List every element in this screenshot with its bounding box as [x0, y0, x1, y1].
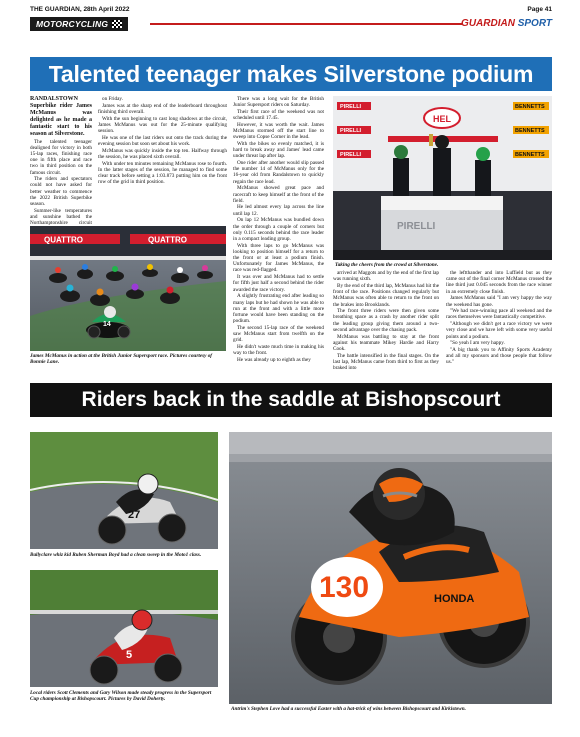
race-photo [30, 226, 226, 351]
section-rule [150, 23, 462, 25]
guardian-sport-logo: GUARDIAN SPORT [461, 18, 552, 29]
story2-headline: Riders back in the saddle at Bishopscourt [81, 388, 501, 411]
story1-column-5: the leftthander and into Luffield but as they came out of the final corner McManus crossed the line third just 0.045 seconds from the race winner in an extremely close finish. James McManus said "I am very happy the way the weekend has gone. "We had race-winning pace all weekend and the races themselves were fantastically competitive. "Although we didn't get a race victory we were very close and we have left with some very useful points and a podium. "So yeah I am very happy. "A big thank you to Affinity Sports Academy and all my sponsors and those people that follow us." [446, 270, 552, 366]
love-photo-caption: Antrim's Stephen Love had a successful Easter with a hat-trick of wins between Bishopscourt and Kirkistown. [231, 706, 466, 712]
pirelli-board-3: PIRELLI [340, 152, 362, 158]
story1-column-1: RANDALSTOWN Superbike rider James McManus was delighted as he made a fantastic start to his season at Silverstone. The talented teenager dealigned for victory in both 15-lap races, finishing race one in fifth place and race two in third position on the famous circuit. The riders and spectators could not have asked for better weather to commence the 2022 British Superbike season. Summer-like temperatures and sunshine bathed the Northamptonshire circuit [30, 96, 92, 226]
section-name: MOTORCYCLING [36, 19, 109, 29]
pirelli-board-2: PIRELLI [340, 128, 362, 134]
quattro-banner-text-2: QUATTRO [148, 235, 187, 245]
podium-board-pirelli: PIRELLI [397, 221, 436, 232]
section-badge [30, 17, 128, 31]
clements-photo-caption: Local riders Scott Clements and Gary Wilson made steady progress in the Supersport Cup championship at Bishopscourt. Pictures by David Doherty. [30, 690, 212, 703]
bennetts-board-1: BENNETTS [515, 104, 545, 110]
chequered-flag-icon [112, 20, 122, 28]
story1-headline-banner [30, 57, 552, 91]
race-photo-caption: James McManus in action at the British Junior Supersport race. Pictures courtesy of Bonnie Lane. [30, 353, 213, 366]
bike-number-14: 14 [103, 321, 111, 328]
race-photo-graphic [30, 226, 226, 351]
love-photo-graphic [229, 432, 552, 704]
podium-photo-caption: Taking the cheers from the crowd at Silverstone. [335, 262, 439, 268]
pirelli-board-1: PIRELLI [340, 104, 362, 110]
story1-column-4: arrived at Maggots and by the end of the first lap was running sixth. By the end of the third lap, McManus had hit the front of the race. Positions changed regularly but McManus was often able to return to the front on the brakes into Brooklands. The front three riders were then given some breathing space as a crash by another rider split the leading group giving them around a two-second advantage over the chasing pack. McManus was battling to stay at the front against his teammate Mikey Hardie and Harry Cook. The battle intensified in the final stages. On the last lap, McManus came from third to first as they braked into [333, 270, 439, 372]
clements-photo [30, 570, 218, 687]
boyd-photo-caption: Ballyclare whiz kid Ruben Sherman Boyd had a clean sweep in the Moto1 class. [30, 552, 202, 558]
honda-fairing-text: HONDA [434, 593, 475, 605]
podium-photo [333, 96, 552, 260]
page-header [30, 6, 552, 16]
paper-date: THE GUARDIAN, 28th April 2022 [30, 6, 130, 13]
story1-column-2: on Friday. James was at the sharp end of the leaderboard throughout finishing third overall. With the sun beginning to cast long shadows at the circuit, James McManus was out for the 25-minute qualifying session. He was one of the last riders out onto the track during the evening session but soon set about his work. McManus was quickly inside the top ten. Halfway through the session, he was placed sixth overall. With under ten minutes remaining McManus rose to fourth. In the latter stages of the session, he managed to find some clear track before setting a 1:03.873 putting him on the front row of the grid in third position. [98, 96, 227, 186]
section-strip [30, 17, 552, 31]
quattro-banner-text: QUATTRO [44, 235, 83, 245]
boyd-photo [30, 432, 218, 549]
hel-logo-text: HEL [433, 114, 451, 124]
clements-bike-number: 5 [126, 649, 133, 661]
page-number: Page 41 [527, 6, 552, 13]
podium-photo-graphic [333, 96, 552, 260]
clements-photo-graphic [30, 570, 218, 687]
love-bike-number: 130 [319, 571, 370, 604]
story2-headline-banner [30, 383, 552, 417]
boyd-bike-number: 27 [128, 509, 141, 521]
bennetts-board-3: BENNETTS [515, 152, 545, 158]
bennetts-board-2: BENNETTS [515, 128, 545, 134]
story1-column-3: There was a long wait for the British Junior Supersport riders on Saturday. Their first race of the weekend was not scheduled until 17.45. However, it was worth the wait. James McManus stormed off the start line to sweep into Copse Corner in the lead. With the bikes so evenly matched, it is hard to break away and James' lead came under threat lap after lap. One rider after another would slip passed the number 14 of McManus only for the 16-year old from Randalstown to quickly regain the race lead. McManus showed great pace and racecraft to keep himself at the front of the field. He led almost every lap across the line until lap 12. On lap 12 McManus was bundled down the order through a couple of corners but only 0.115 seconds behind the race leader in a compact leading group. With three laps to go McManus was looking to position himself for a return to the front or at least a podium finish. Unfortunately for James McManus, the race was red-flagged. It was over and McManus had to settle for fifth just half a second behind the rider awarded the race victory. A slightly frustrating end after leading so many laps but he had shown he was able to run at the front and with a little more fortune would have been standing on the podium. The second 15-lap race of the weekend saw McManus start from twelfth on the grid. He didn't waste much time in making his way to the front. He was already up to eighth as they [233, 96, 324, 363]
story1-headline: Talented teenager makes Silverstone podium [48, 60, 534, 87]
love-photo [229, 432, 552, 704]
boyd-photo-graphic [30, 432, 218, 549]
